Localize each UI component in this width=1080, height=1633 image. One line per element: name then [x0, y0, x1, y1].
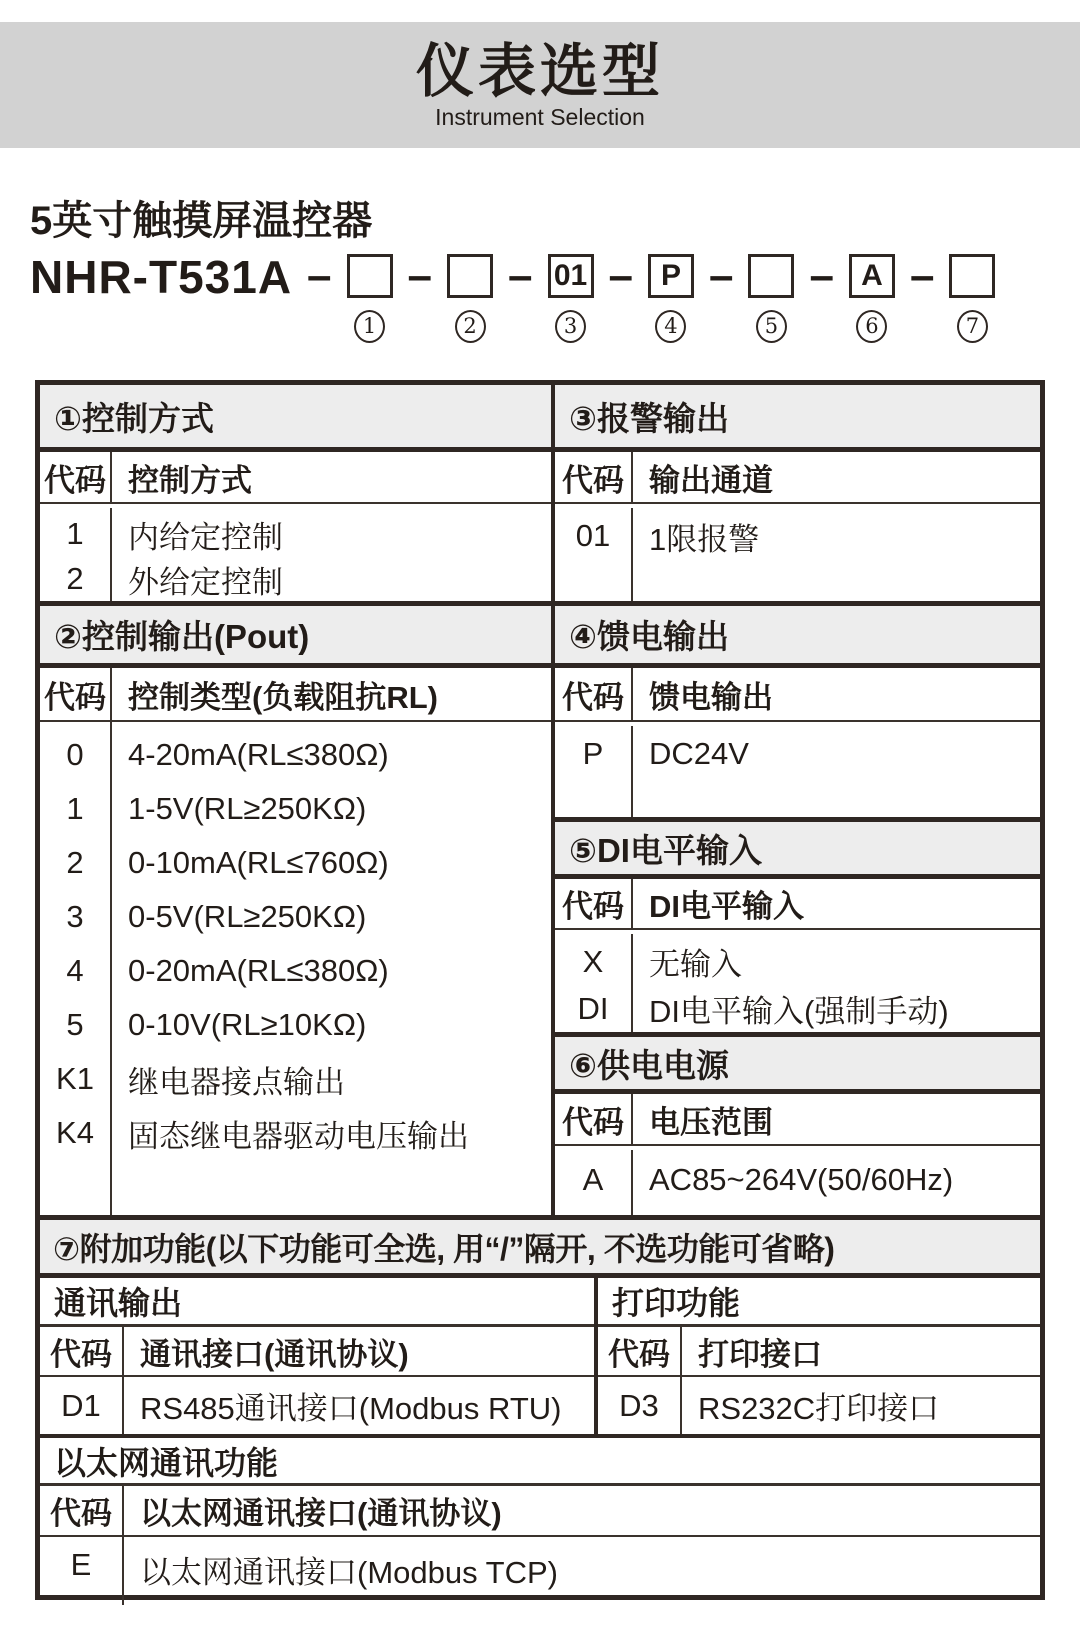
desc-column-header: 馈电输出: [649, 679, 773, 715]
model-segment: [594, 251, 694, 343]
desc-cells: [633, 726, 1040, 817]
desc-cell: 1限报警: [649, 521, 760, 557]
desc-column-header: DI电平输入: [649, 889, 804, 924]
code-cell: 3: [66, 899, 84, 934]
dash-separator: –: [608, 251, 633, 300]
desc-cells: [633, 934, 1040, 1032]
desc-cell: 内给定控制: [128, 520, 283, 555]
model-segment: [393, 251, 493, 343]
desc-cells: [112, 722, 551, 1215]
desc-column-header: 电压范围: [649, 1104, 773, 1140]
code-cell: 0: [66, 737, 84, 772]
code-cells: [555, 1150, 633, 1215]
desc-cell: 0-10V(RL≥10KΩ): [128, 1007, 367, 1042]
dash-separator: –: [909, 251, 935, 300]
ethernet-title: 以太网通讯功能: [40, 1434, 1040, 1486]
dash-separator: –: [508, 251, 533, 300]
table-column-right: [555, 385, 1040, 1215]
desc-cell: 外给定控制: [128, 565, 283, 600]
section-2-rows: [40, 722, 551, 1215]
code-cell: D1: [40, 1377, 124, 1434]
desc-cell: AC85~264V(50/60Hz): [649, 1162, 954, 1197]
print-title: 打印功能: [598, 1278, 1040, 1327]
desc-column-header: 以太网通讯接口(通讯协议): [140, 1496, 502, 1531]
comm-output-title: 通讯输出: [40, 1278, 594, 1327]
dash-separator: –: [307, 251, 332, 300]
code-cell: A: [582, 1162, 604, 1197]
model-code-box-3: 01: [548, 254, 594, 298]
section-4-header: ④馈电输出: [555, 601, 1040, 668]
model-position-number-6: 6: [856, 310, 887, 343]
code-column-header: 代码: [40, 452, 112, 502]
code-cell: 5: [66, 1007, 84, 1042]
model-code-line: [30, 251, 1080, 343]
ethernet-row: [40, 1537, 1040, 1605]
comm-column-headers: [40, 1327, 594, 1377]
desc-cell: 固态继电器驱动电压输出: [128, 1118, 469, 1154]
comm-output-subsection: [40, 1278, 598, 1434]
code-cells: [555, 508, 633, 601]
ethernet-column-headers: [40, 1486, 1040, 1537]
page-banner: [0, 22, 1080, 148]
desc-cell: 无输入: [649, 947, 742, 982]
code-cells: [40, 722, 112, 1215]
print-column-headers: [598, 1327, 1040, 1377]
code-column-header: 代码: [555, 668, 633, 720]
code-cell: K1: [56, 1061, 94, 1096]
desc-cell: 0-10mA(RL≤760Ω): [128, 845, 389, 880]
model-code-box-5: [748, 254, 794, 298]
model-position-number-5: 5: [756, 310, 787, 343]
page-title: 仪表选型: [415, 38, 664, 104]
model-position-number-1: 1: [354, 310, 385, 343]
model-segment: [694, 251, 794, 343]
desc-cell: 继电器接点输出: [128, 1064, 345, 1100]
section-7: [40, 1215, 1040, 1605]
section-2-column-headers: [40, 668, 551, 722]
code-cells: [40, 508, 112, 601]
print-row: [598, 1377, 1040, 1434]
section-3-column-headers: [555, 452, 1040, 504]
section-5-rows: [555, 930, 1040, 1032]
section-6-header: ⑥供电电源: [555, 1032, 1040, 1094]
code-cell: P: [582, 736, 604, 771]
desc-cells: [633, 1150, 1040, 1215]
dash-separator: –: [708, 251, 734, 300]
code-cell: E: [40, 1537, 124, 1605]
section-3-rows: [555, 504, 1040, 601]
page: [0, 22, 1080, 1590]
code-cell: 4: [66, 953, 84, 988]
code-column-header: 代码: [555, 879, 633, 928]
desc-cell: 4-20mA(RL≤380Ω): [128, 737, 389, 772]
model-segment: [794, 251, 894, 343]
code-cells: [555, 726, 633, 817]
desc-cell: 1-5V(RL≥250KΩ): [128, 791, 367, 826]
section-4-column-headers: [555, 668, 1040, 722]
desc-cell: DI电平输入(强制手动): [649, 994, 949, 1029]
desc-column-header: 通讯接口(通讯协议): [140, 1336, 409, 1372]
code-column-header: 代码: [555, 452, 633, 502]
desc-cell: 0-5V(RL≥250KΩ): [128, 899, 367, 934]
section-6-rows: [555, 1146, 1040, 1215]
code-cell: 1: [66, 791, 84, 826]
code-cell: 2: [66, 845, 84, 880]
model-prefix: NHR-T531A: [30, 251, 293, 303]
desc-column-header: 打印接口: [698, 1336, 822, 1372]
model-code-box-1: [347, 254, 393, 298]
model-code-box-4: P: [648, 254, 694, 298]
desc-cells: [112, 508, 551, 601]
code-column-header: 代码: [40, 1486, 124, 1535]
model-position-number-7: 7: [957, 310, 988, 343]
section-5-header: ⑤DI电平输入: [555, 817, 1040, 879]
desc-cell: 以太网通讯接口(Modbus TCP): [140, 1555, 558, 1590]
code-cell: 1: [66, 516, 84, 552]
code-column-header: 代码: [555, 1094, 633, 1144]
page-subtitle: Instrument Selection: [435, 103, 645, 130]
dash-separator: –: [809, 251, 834, 300]
code-cell: DI: [577, 990, 609, 1026]
model-segment: [292, 251, 392, 343]
code-column-header: 代码: [40, 668, 112, 720]
section-7-header: ⑦附加功能(以下功能可全选, 用“/”隔开, 不选功能可省略): [40, 1215, 1040, 1278]
desc-cell: DC24V: [649, 736, 749, 771]
model-segment: [493, 251, 593, 343]
code-cell: D3: [598, 1377, 682, 1434]
desc-column-header: 控制类型(负载阻抗RL): [128, 679, 438, 715]
code-column-header: 代码: [598, 1327, 682, 1375]
desc-cell: RS232C打印接口: [698, 1391, 940, 1426]
section-1-rows: [40, 504, 551, 601]
desc-cells: [633, 508, 1040, 601]
code-cell: 2: [66, 560, 84, 596]
section-5-column-headers: [555, 879, 1040, 930]
model-position-number-3: 3: [555, 310, 586, 343]
print-subsection: [598, 1278, 1040, 1434]
section-2-header: ②控制输出(Pout): [40, 601, 551, 668]
model-segment: [895, 251, 995, 343]
section-3-header: ③报警输出: [555, 385, 1040, 452]
code-cell: K4: [56, 1115, 94, 1150]
model-code-box-2: [447, 254, 493, 298]
code-cell: 01: [575, 518, 611, 553]
selection-table: [35, 380, 1045, 1600]
desc-cell: 0-20mA(RL≤380Ω): [128, 953, 389, 988]
dash-separator: –: [407, 251, 433, 300]
section-6-column-headers: [555, 1094, 1040, 1146]
code-column-header: 代码: [40, 1327, 124, 1375]
code-cells: [555, 934, 633, 1032]
model-position-number-4: 4: [655, 310, 686, 343]
section-4-rows: [555, 722, 1040, 817]
section-1-column-headers: [40, 452, 551, 504]
section-1-header: ①控制方式: [40, 385, 551, 452]
desc-cell: RS485通讯接口(Modbus RTU): [140, 1391, 562, 1426]
model-position-number-2: 2: [455, 310, 486, 343]
code-cell: X: [582, 943, 604, 979]
comm-row: [40, 1377, 594, 1434]
table-column-left: [40, 385, 555, 1215]
model-code-box-6: A: [849, 254, 895, 298]
product-name: 5英寸触摸屏温控器: [30, 199, 373, 243]
model-code-box-7: [949, 254, 995, 298]
desc-column-header: 控制方式: [128, 462, 252, 498]
desc-column-header: 输出通道: [649, 462, 773, 498]
